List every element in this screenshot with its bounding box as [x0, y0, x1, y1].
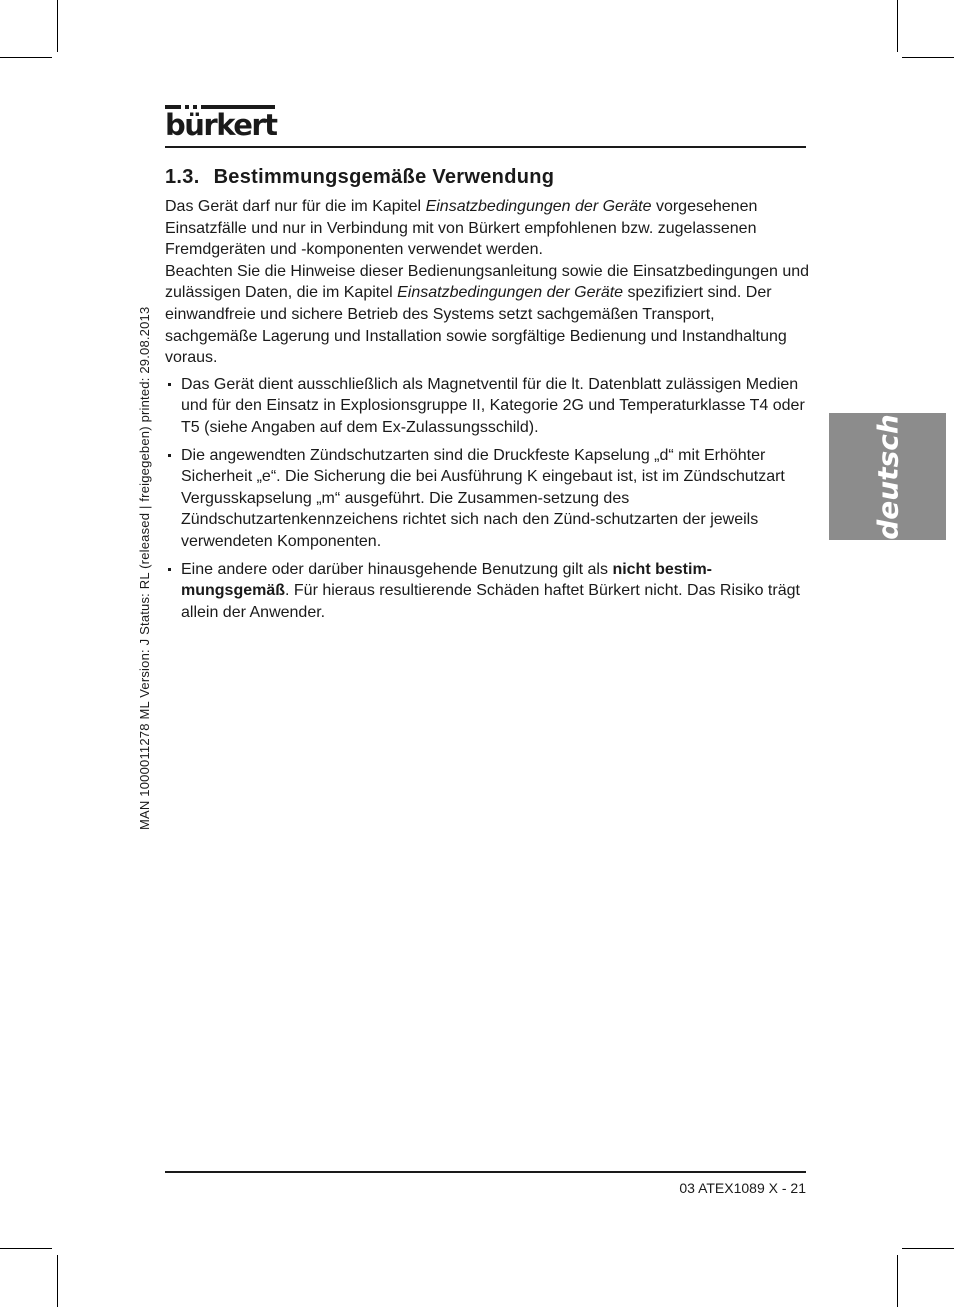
text: Eine andere oder darüber hinausgehende Benutzung gilt als — [181, 560, 613, 578]
section-heading — [165, 166, 554, 189]
text: Beachten Sie die Hinweise dieser Bedienungsanleitung sowie die Einsatzbedingungen und zulässigen Daten, die im Kapitel — [165, 262, 810, 302]
list-item: Das Gerät dient ausschließlich als Magnetventil für die lt. Datenblatt zulässigen Medien und für den Einsatz in Explosionsgruppe II, Kategorie 2G und Temperaturklasse T4 oder T5 (siehe Angaben auf dem Ex-Zulassungsschild). — [165, 374, 810, 439]
language-tab-label: deutsch — [871, 413, 904, 540]
crop-mark — [57, 1255, 58, 1307]
section-title: Bestimmungsgemäße Verwendung — [213, 166, 555, 188]
crop-mark — [0, 57, 52, 58]
crop-mark — [0, 1248, 52, 1249]
text: spezifiziert sind. Der einwandfreie und sichere Betrieb des Systems setzt sachgemäßen Transport, sachgemäße Lagerung und Installation sowie sorgfältige Bedienung und Instandhaltung voraus. — [165, 284, 787, 367]
header-rule — [165, 146, 806, 148]
burkert-logo — [165, 105, 275, 141]
list-item: Die angewendten Zündschutzarten sind die Druckfeste Kapselung „d“ mit Erhöhter Sicherheit „e“. Die Sicherung die bei Ausführung K eingebaut ist, ist im Zündschutzart Vergusskapselung „m“ ausgeführt. Die Zusammen-setzung des Zündschutzartenkennzeichens richtet sich nach den Zünd-schutzarten der jeweils verwendeten Komponenten. — [165, 445, 810, 553]
paragraph — [165, 261, 810, 369]
text: Das Gerät darf nur für die im Kapitel — [165, 198, 426, 215]
crop-mark — [902, 57, 954, 58]
footer-rule — [165, 1171, 806, 1173]
section-number: 1.3. — [165, 166, 200, 188]
logo-wordmark: bürkert — [165, 108, 277, 142]
page-footer: 03 ATEX1089 X - 21 — [679, 1180, 806, 1196]
list-item — [165, 559, 810, 624]
language-tab — [829, 413, 946, 540]
body-text — [165, 196, 810, 629]
text: vorgesehenen Einsatzfälle und nur in Verbindung mit von Bürkert empfohlenen bzw. zugelassenen Fremdgeräten und -komponenten verwendet werden. — [165, 198, 758, 259]
bullet-list — [165, 374, 810, 624]
paragraph — [165, 196, 810, 261]
chapter-reference: Einsatzbedingungen der Geräte — [397, 284, 624, 302]
crop-mark — [897, 0, 898, 52]
text: . Für hieraus resultierende Schäden haftet Bürkert nicht. Das Risiko trägt allein der Anwender. — [181, 582, 800, 621]
emphasis: nicht bestimmungsgemäß — [181, 560, 712, 600]
crop-mark — [902, 1248, 954, 1249]
chapter-reference: Einsatzbedingungen der Geräte — [425, 198, 652, 215]
document-metadata: MAN 1000011278 ML Version: J Status: RL (released | freigegeben) printed: 29.08.2013 — [137, 306, 152, 830]
crop-mark — [897, 1255, 898, 1307]
crop-mark — [57, 0, 58, 52]
